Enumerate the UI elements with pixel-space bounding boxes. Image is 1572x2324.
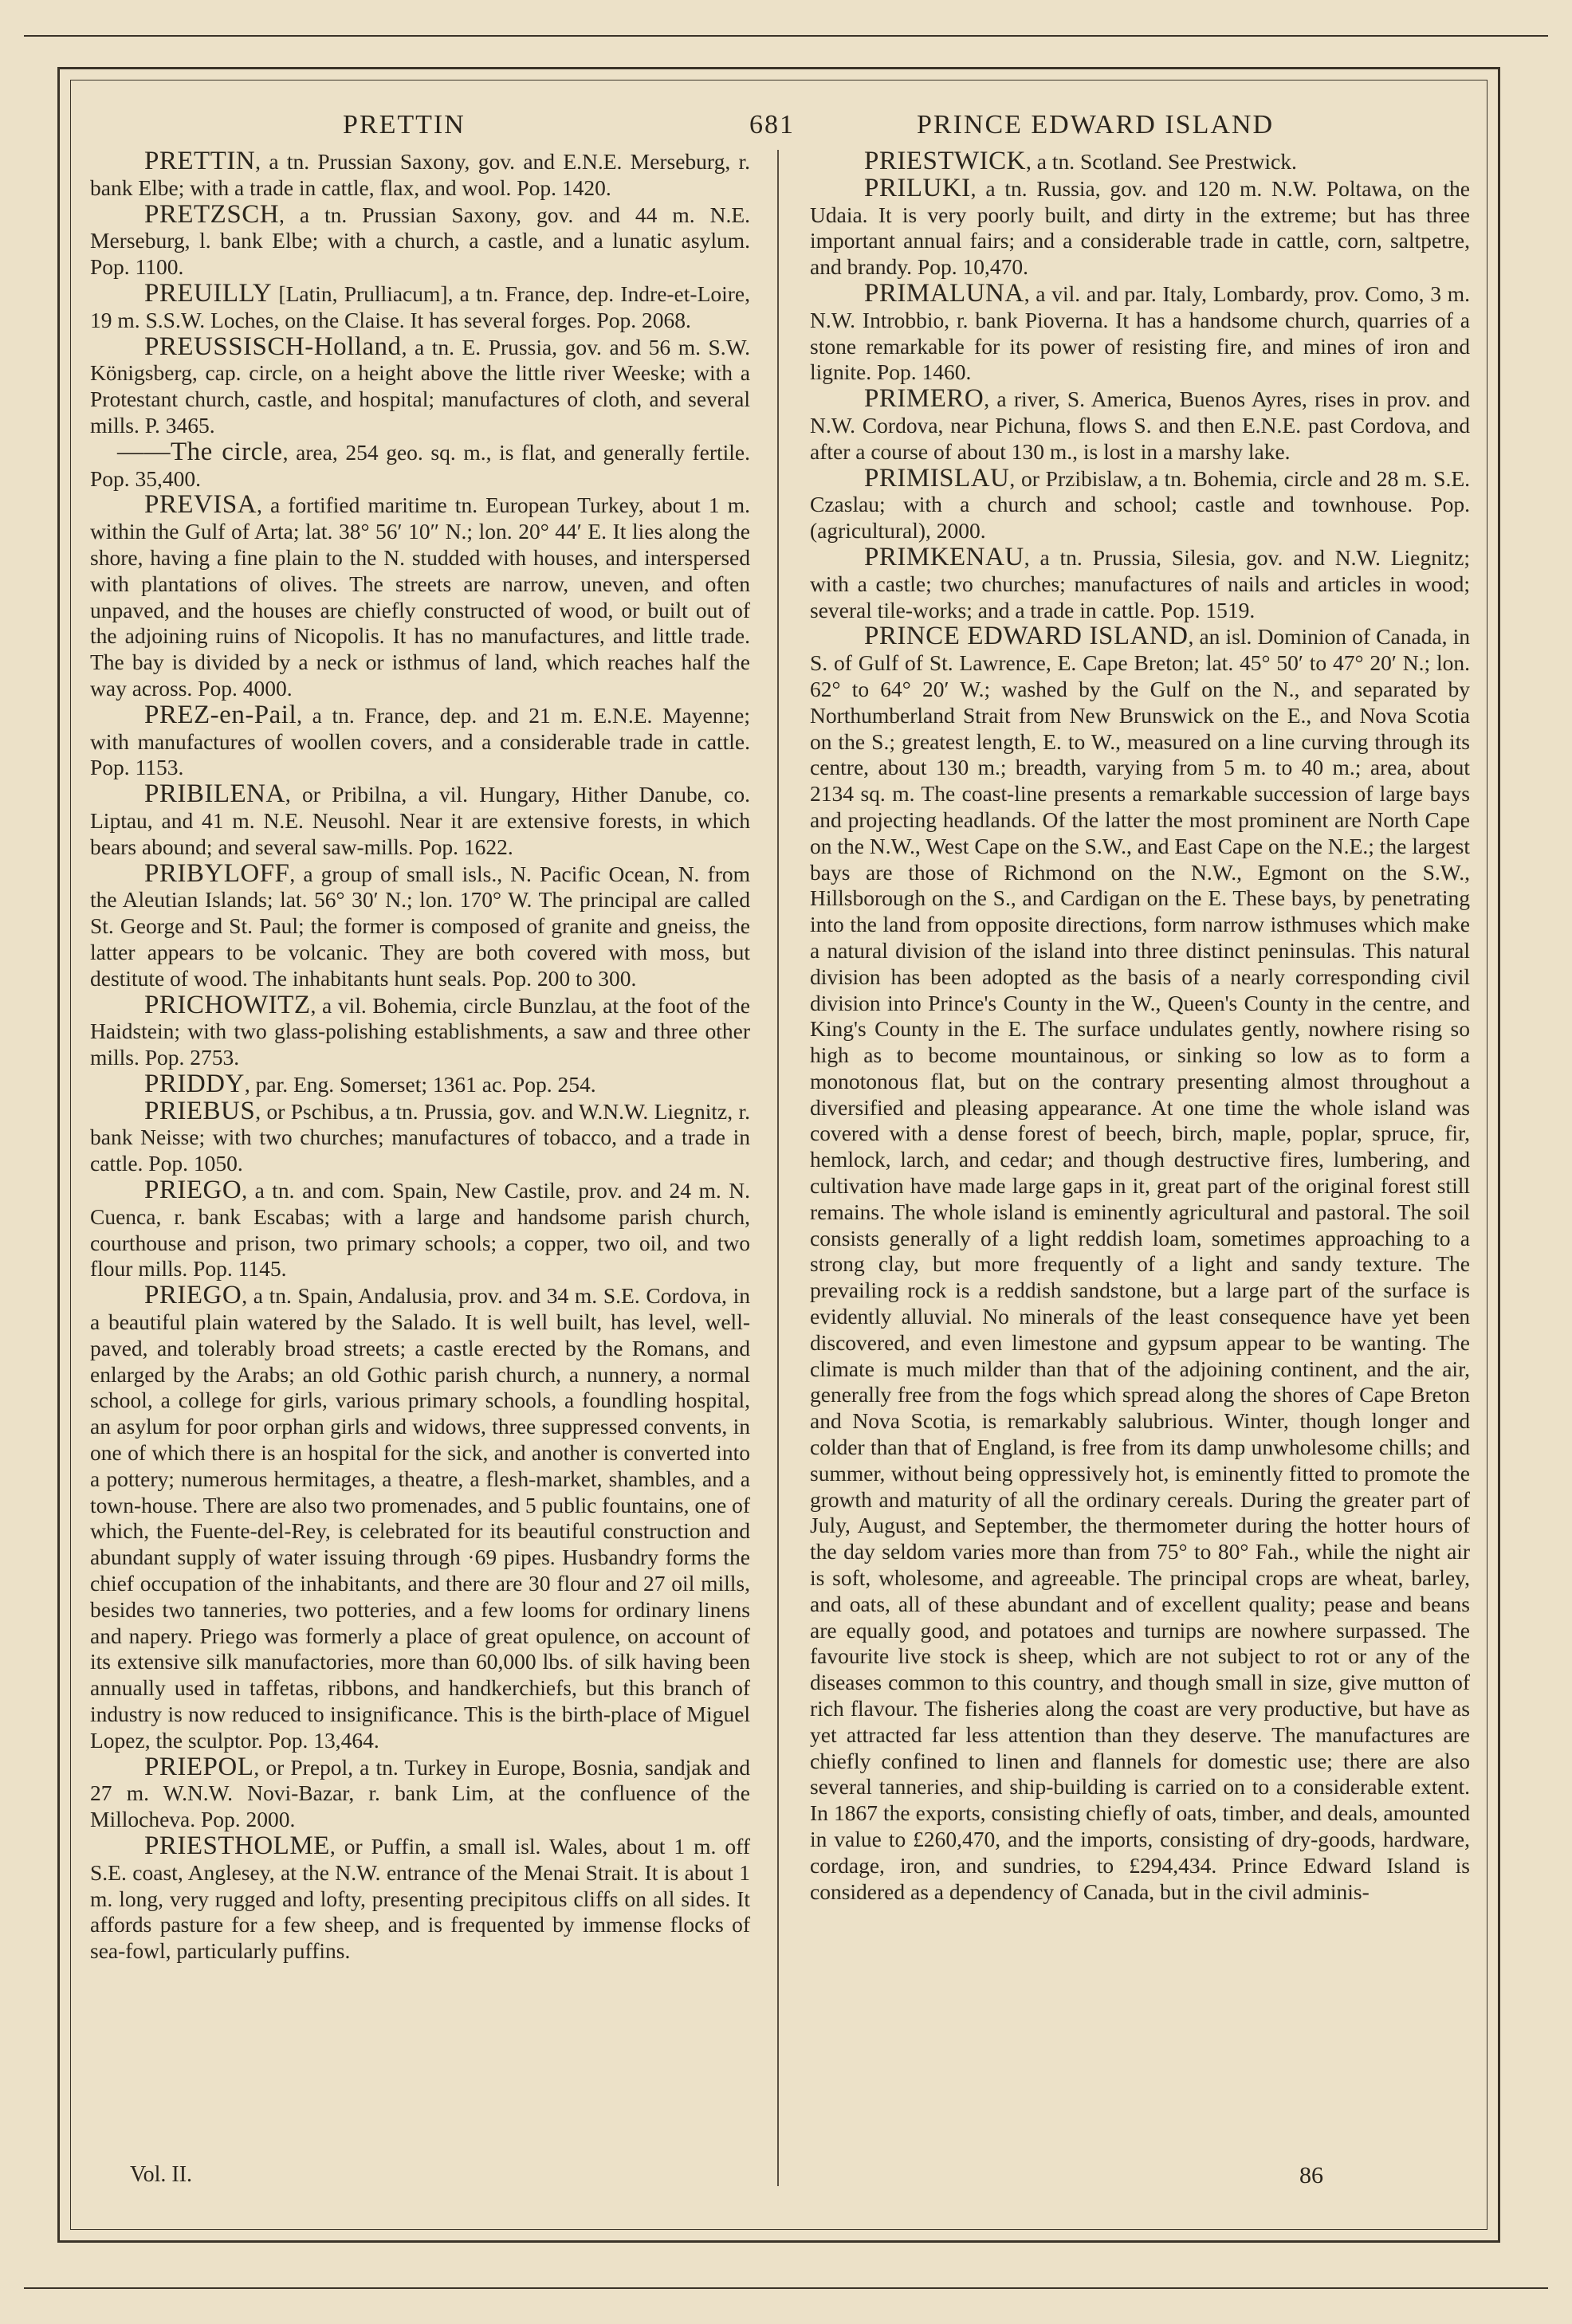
gazetteer-entry (810, 623, 1470, 1905)
entry-headword: PRICHOWITZ (144, 990, 311, 1019)
entry-headword: PRIDDY (144, 1069, 245, 1098)
entry-body: , area, 254 geo. sq. m., is flat, and generally fertile. Pop. 35,400. (90, 439, 750, 491)
page-number: 681 (749, 110, 795, 139)
entry-body: , a fortified maritime tn. European Turkey, about 1 m. within the Gulf of Arta; lat. 38° 56′ 10″ N.; lon. 20° 44′ E. It lies along the shore, having a fine plain to the N. studded with houses, and interspersed with plantations of olives. The streets are narrow, uneven, and often unpaved, and the houses are chiefly constructed of wood, or built out of the adjoining ruins of Nicopolis. It has no manufactures, and little trade. The bay is divided by a neck or isthmus of land, which reaches half the way across. Pop. 4000. (90, 493, 750, 701)
header-left-title: PRETTIN (343, 110, 466, 139)
entry-body: , a tn. France, dep. and 21 m. E.N.E. Mayenne; with manufactures of woollen covers, and a considerable trade in cattle. Pop. 1153. (90, 702, 750, 780)
entry-body: [Latin, Prulliacum], a tn. France, dep. Indre-et-Loire, 19 m. S.S.W. Loches, on the Claise. It has several forges. Pop. 2068. (90, 281, 750, 332)
entry-headword: PREZ-en-Pail (144, 700, 297, 729)
entry-headword: PRIMISLAU (864, 463, 1010, 493)
gazetteer-entry (810, 386, 1470, 465)
entry-body: , a tn. Prussia, Silesia, gov. and N.W. Liegnitz; with a castle; two churches; manufactures of nails and articles in wood; several tile-works; and a trade in cattle. Pop. 1519. (810, 544, 1470, 622)
entry-headword: PRIBILENA (144, 779, 285, 809)
entry-body: , or Przibislaw, a tn. Bohemia, circle and 28 m. S.E. Czaslau; with a church and school; castle and townhouse. Pop. (agricultural), 2000. (810, 465, 1470, 544)
entry-headword: PRIEGO (144, 1281, 242, 1310)
gazetteer-entry (90, 439, 750, 493)
entry-headword: PRIMERO (864, 384, 984, 414)
entry-body: , an isl. Dominion of Canada, in S. of Gulf of St. Lawrence, E. Cape Breton; lat. 45° 50′ to 47° 20′ N.; lon. 62° to 64° 20′ W.; washed by the Gulf on the N., and separated by Northumberland Strait from New Brunswick on the E., and Nova Scotia on the S.; greatest length, E. to W., measured on a line curving through its centre, about 130 m.; breadth, varying from 5 m. to 40 m.; area, about 2134 sq. m. The coast-line presents a remarkable succession of large bays and projecting headlands. Of the latter the most prominent are North Cape on the N.W., West Cape on the S.W., and East Cape on the N.E.; the largest bays are those of Richmond on the N.W., Egmont on the S.W., Hillsborough on the S., and Cardigan on the E. These bays, by penetrating into the land from opposite directions, form narrow isthmuses which make a natural division of the island into three distinct peninsulas. This natural division has been adopted as the basis of a nearly corresponding civil division into Prince's County in the W., Queen's County in the centre, and King's County in the E. The surface undulates gently, nowhere rising so high as to become mountainous, or sinking so low as to form a monotonous flat, but on the contrary presenting almost throughout a diversified and pleasing appearance. At one time the whole island was covered with a dense forest of beech, birch, maple, poplar, spruce, fir, hemlock, larch, and cedar; and though destructive fires, lumbering, and cultivation have made large gaps in it, great part of the original forest still remains. The whole island is eminently agricultural and pastoral. The soil consists generally of a light reddish loam, sometimes approaching to a strong clay, but more frequently of a light and sandy texture. The prevailing rock is a reddish sandstone, but a large part of the surface is evidently alluvial. No minerals of the least consequence have yet been discovered, and even limestone and gypsum appear to be wanting. The climate is much milder than that of the adjoining continent, and the air, generally free from the fogs which spread along the shores of Cape Breton and Nova Scotia, is remarkably salubrious. Winter, though longer and colder than that of England, is free from its damp unwholesome chills; and summer, without being oppressively hot, is eminently fitted to promote the growth and maturity of all the ordinary cereals. During the greater part of July, August, and September, the thermometer during the hotter hours of the day seldom varies more than from 75° to 80° Fah., while the night air is soft, wholesome, and agreeable. The principal crops are wheat, barley, and oats, all of these abundant and of excellent quality; pease and beans are equally good, and potatoes and turnips are nowhere surpassed. The favourite live stock is sheep, which are not subject to rot or any of the diseases common to this country, and though small in size, give mutton of rich flavour. The fisheries along the coast are very productive, but have as yet attracted far less attention than they deserve. The manufactures are chiefly confined to linen and flannels for domestic use; there are also several tanneries, and ship-building is carried on to a considerable extent. In 1867 the exports, consisting chiefly of oats, timber, and deals, amounted in value to £260,470, and the imports, consisting of dry-goods, hardware, cordage, iron, and sundries, to £294,434. Prince Edward Island is considered as a dependency of Canada, but in the civil adminis- (810, 624, 1471, 1904)
entry-body: , par. Eng. Somerset; 1361 ac. Pop. 254. (244, 1071, 596, 1097)
entry-headword: PREUSSISCH-Holland (144, 332, 402, 361)
entry-body: , a tn. and com. Spain, New Castile, prov. and 24 m. N. Cuenca, r. bank Escabas; with a large and handsome parish church, courthouse and prison, two primary schools; a copper, two oil, and two flour mills. Pop. 1145. (90, 1178, 750, 1282)
gazetteer-entry (90, 199, 750, 281)
entry-headword: ——The circle (117, 437, 283, 466)
gazetteer-entry (90, 1098, 750, 1177)
gazetteer-entry (90, 992, 750, 1071)
signature-mark: 86 (1299, 2162, 1323, 2189)
entry-headword: PRIEPOL (144, 1752, 254, 1781)
gazetteer-entry (90, 702, 750, 781)
entry-headword: PRIEBUS (144, 1096, 256, 1125)
gazetteer-entry (90, 492, 750, 701)
entry-headword: PRINCE EDWARD ISLAND (864, 622, 1189, 651)
entry-headword: PREUILLY (144, 278, 273, 308)
entry-body: , a river, S. America, Buenos Ayres, rises in prov. and N.W. Cordova, near Pichuna, flows S. and then E.N.E. past Cordova, and after a course of about 130 m., is lost in a marshy lake. (810, 387, 1470, 464)
top-rule (24, 35, 1548, 37)
entry-body: , a tn. Prussian Saxony, gov. and 44 m. N.E. Merseburg, l. bank Elbe; with a church, a castle, and a lunatic asylum. Pop. 1100. (90, 202, 750, 280)
entry-headword: PRIEGO (144, 1176, 242, 1205)
gazetteer-entry (810, 544, 1470, 623)
entry-body: , a vil. Bohemia, circle Bunzlau, at the foot of the Haidstein; with two glass-polishing establishments, a saw and three other mills. Pop. 2753. (90, 992, 750, 1070)
volume-label: Vol. II. (130, 2162, 193, 2187)
entry-body: , or Prepol, a tn. Turkey in Europe, Bosnia, sandjak and 27 m. W.N.W. Novi-Bazar, r. bank Lim, at the confluence of the Millocheva. Pop. 2000. (90, 1754, 750, 1832)
entry-body: , a group of small isls., N. Pacific Ocean, N. from the Aleutian Islands; lat. 56° 30′ N.; lon. 170° W. The principal are called St. George and St. Paul; the former is composed of granite and gneiss, the latter appears to be volcanic. They are both covered with moss, but destitute of wood. The inhabitants hunt seals. Pop. 200 to 300. (90, 861, 750, 991)
gazetteer-entry (810, 175, 1470, 281)
entry-headword: PRIESTHOLME (144, 1831, 330, 1860)
entry-headword: PRIBYLOFF (144, 858, 290, 888)
gazetteer-entry (90, 1754, 750, 1833)
entry-body: , a tn. E. Prussia, gov. and 56 m. S.W. Königsberg, cap. circle, on a height above the little river Weeske; with a Protestant church, castle, and hospital; manufactures of cloth, and several mills. P. 3465. (90, 334, 750, 438)
entry-body: , a tn. Scotland. See Prestwick. (1026, 149, 1297, 174)
entry-body: , a tn. Russia, gov. and 120 m. N.W. Poltawa, on the Udaia. It is very poorly built, and dirty in the extreme; but has three important annual fairs; and a considerable trade in cattle, corn, saltpetre, and brandy. Pop. 10,470. (810, 175, 1470, 280)
gazetteer-entry (810, 465, 1470, 544)
gazetteer-entry (810, 148, 1470, 175)
entry-headword: PRIMKENAU (864, 542, 1024, 571)
gazetteer-entry (90, 278, 750, 334)
entry-headword: PREVISA (144, 490, 257, 520)
entry-body: , or Pschibus, a tn. Prussia, gov. and W.N.W. Liegnitz, r. bank Neisse; with two churches; manufactures of tobacco, and a trade in cattle. Pop. 1050. (90, 1098, 750, 1176)
entry-headword: PRIESTWICK (864, 147, 1026, 175)
entry-headword: PRETTIN (144, 147, 256, 175)
gazetteer-entry (90, 1282, 750, 1753)
column-divider (777, 150, 779, 2186)
entry-headword: PRETZSCH (144, 199, 280, 229)
bottom-rule (24, 2287, 1548, 2289)
entry-body: , or Puffin, a small isl. Wales, about 1 m. off S.E. coast, Anglesey, at the N.W. entrance of the Menai Strait. It is about 1 m. long, very rugged and lofty, presenting precipitous cliffs on all sides. It affords pasture for a few sheep, and is frequented by immense flocks of sea-fowl, particularly puffins. (90, 1834, 750, 1964)
entry-body: , or Pribilna, a vil. Hungary, Hither Danube, co. Liptau, and 41 m. N.E. Neusohl. Near it are extensive forests, in which bears abound; and several saw-mills. Pop. 1622. (90, 782, 750, 859)
gazetteer-entry (90, 781, 750, 860)
right-column (810, 148, 1470, 1905)
running-header (88, 102, 1470, 150)
gazetteer-entry (90, 148, 750, 202)
entry-headword: PRILUKI (864, 173, 971, 202)
entry-body: , a tn. Prussian Saxony, gov. and E.N.E. Merseburg, r. bank Elbe; with a trade in cattle, flax, and wool. Pop. 1420. (90, 149, 750, 200)
left-column (90, 148, 750, 1965)
entry-body: , a vil. and par. Italy, Lombardy, prov. Como, 3 m. N.W. Introbbio, r. bank Pioverna. It has a handsome church, quarries of a stone remarkable for its power of resisting fire, and mines of iron and lignite. Pop. 1460. (810, 281, 1470, 385)
gazetteer-entry (810, 278, 1470, 386)
entry-body: , a tn. Spain, Andalusia, prov. and 34 m. S.E. Cordova, in a beautiful plain watered by the Salado. It is well built, has level, well-paved, and tolerably broad streets; a castle erected by the Romans, and enlarged by the Arabs; an old Gothic parish church, a nunnery, a normal school, a college for girls, various primary schools, a foundling hospital, an asylum for poor orphan girls and widows, three suppressed convents, in one of which there is an hospital for the sick, and another is converted into a pottery; numerous hermitages, a theatre, a flesh-market, shambles, and a town-house. There are also two promenades, and 5 public fountains, one of which, the Fuente-del-Rey, is celebrated for its beautiful construction and abundant supply of water issuing through ·69 pipes. Husbandry forms the chief occupation of the inhabitants, and there are 30 flour and 27 oil mills, besides two tanneries, two potteries, and a few looms for ordinary linens and napery. Priego was formerly a place of great opulence, on account of its extensive silk manufactories, more than 60,000 lbs. of silk having been annually used in taffetas, ribbons, and handkerchiefs, but this branch of industry is now reduced to insignificance. This is the birth-place of Miguel Lopez, the sculptor. Pop. 13,464. (90, 1283, 750, 1753)
gazetteer-entry (90, 858, 750, 992)
gazetteer-entry (90, 1071, 750, 1098)
gazetteer-entry (90, 1833, 750, 1965)
header-right-title: PRINCE EDWARD ISLAND (917, 110, 1274, 139)
gazetteer-entry (90, 1177, 750, 1282)
entry-headword: PRIMALUNA (864, 278, 1024, 308)
gazetteer-entry (90, 334, 750, 439)
